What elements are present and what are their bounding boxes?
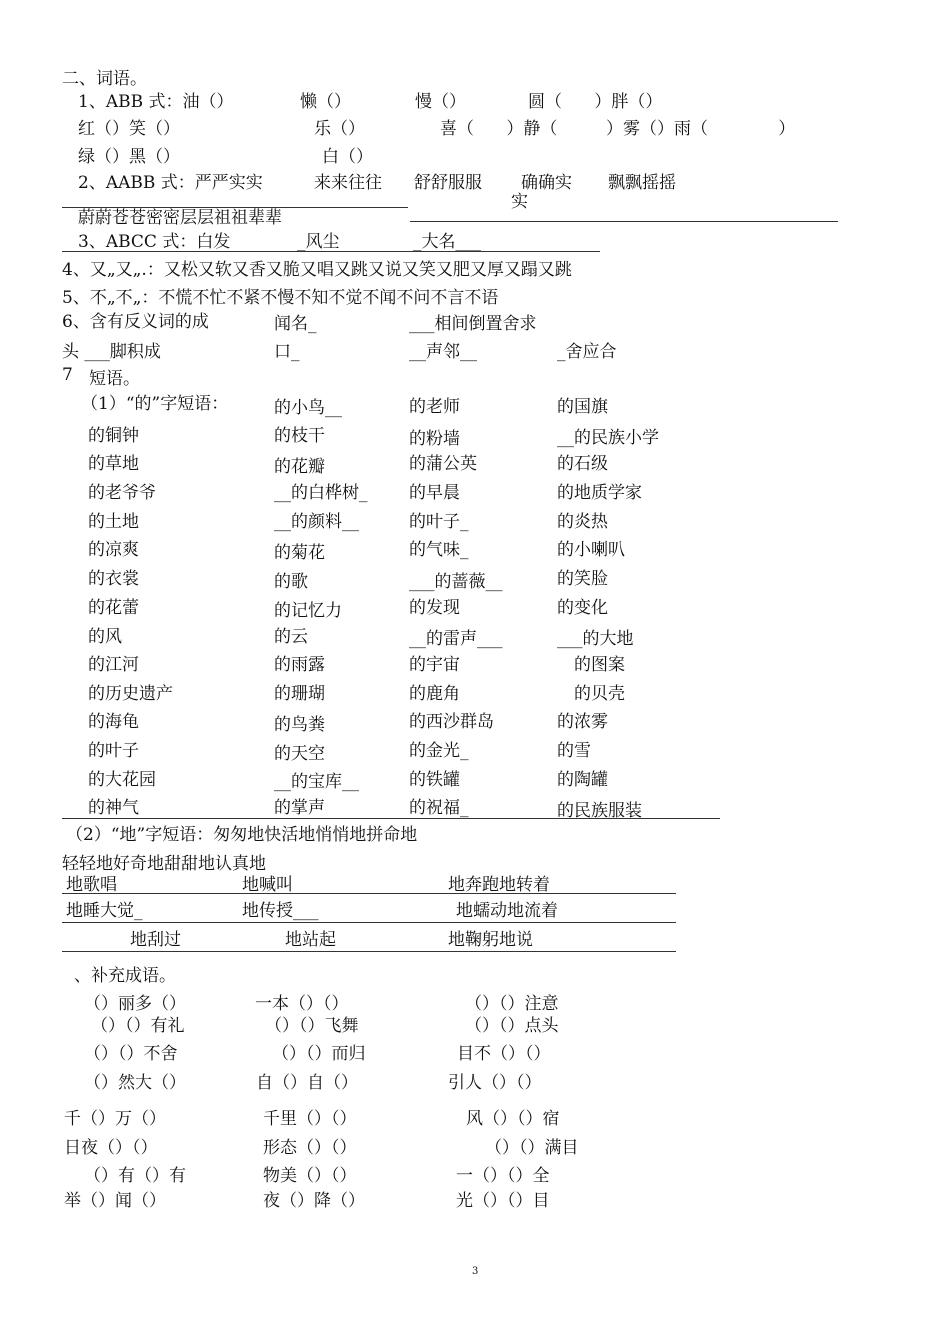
text-line: 的铜钟 xyxy=(88,426,139,446)
text-line: 7 xyxy=(62,365,73,385)
text-line: 的铁罐 xyxy=(409,770,460,790)
text-line: _风尘 xyxy=(297,232,340,252)
text-line: 二、词语。 xyxy=(62,69,147,89)
text-line: 头 ___脚积成 xyxy=(62,342,161,362)
text-line: 5、不„不„：不慌不忙不紧不慢不知不觉不闻不问不言不语 xyxy=(62,288,499,308)
text-line: 的历史遗产 xyxy=(88,684,173,704)
text-line: （）（）注意 xyxy=(465,994,559,1014)
text-line: 的老爷爷 xyxy=(88,483,156,503)
text-line: 的浓雾 xyxy=(557,712,608,732)
text-line: 的金光_ xyxy=(409,741,469,761)
text-line: 的天空 xyxy=(274,744,325,764)
text-line: （）（）有礼 xyxy=(91,1016,185,1036)
text-line: 的枝干 xyxy=(274,426,325,446)
text-line: （1）“的”字短语： xyxy=(81,394,229,414)
text-line: （）（）飞舞 xyxy=(265,1016,359,1036)
text-line: __的颜料__ xyxy=(274,512,359,532)
text-line: 一（）（）全 xyxy=(456,1166,550,1186)
text-line: 的雨露 xyxy=(274,655,325,675)
text-line: 的地质学家 xyxy=(557,483,642,503)
text-line: 的西沙群岛 xyxy=(409,712,494,732)
text-line: 千里（）（） xyxy=(263,1109,357,1129)
text-line: 6、含有反义词的成 xyxy=(62,312,209,332)
text-line: 短语。 xyxy=(89,369,140,389)
text-line: 风（）（）宿 xyxy=(466,1109,560,1129)
text-line: 白（） xyxy=(322,147,373,167)
text-line: 的宇宙 xyxy=(409,655,460,675)
text-line: 的海龟 xyxy=(88,712,139,732)
text-line: 实 xyxy=(511,192,528,212)
text-line: 的粉墙 xyxy=(409,429,460,449)
text-line: 的祝福_ xyxy=(409,798,469,818)
text-line: 2、AABB 式：严严实实 xyxy=(78,173,263,193)
text-line: （）丽多（） xyxy=(84,994,186,1014)
text-line: 的小鸟__ xyxy=(274,398,342,418)
page-number: 3 xyxy=(472,1266,479,1277)
text-line: 地刮过 xyxy=(130,930,181,950)
text-line: 红（）笑（） xyxy=(78,119,180,139)
text-line: （）（）而归 xyxy=(272,1044,366,1064)
text-line: 的民族服装 xyxy=(557,801,642,821)
text-line: 的记忆力 xyxy=(274,601,342,621)
text-line: 的风 xyxy=(88,627,122,647)
text-line: 的草地 xyxy=(88,454,139,474)
text-line: 引人（）（） xyxy=(448,1073,542,1093)
text-line: 的鸟粪 xyxy=(274,715,325,735)
text-line: 1、ABB 式：油（） xyxy=(78,92,234,112)
underline-rule xyxy=(62,951,676,952)
text-line: 、补充成语。 xyxy=(74,966,176,986)
text-line: 舒舒服服 xyxy=(414,173,482,193)
text-line: 地奔跑地转着 xyxy=(448,875,550,895)
text-line: 的凉爽 xyxy=(88,540,139,560)
text-line: 的石级 xyxy=(557,454,608,474)
text-line: 的气味_ xyxy=(409,540,469,560)
text-line: 的发现 xyxy=(409,598,460,618)
text-line: 的花瓣 xyxy=(274,457,325,477)
text-line: 的叶子 xyxy=(88,741,139,761)
text-line: 的变化 xyxy=(557,598,608,618)
text-line: 的小喇叭 xyxy=(557,540,625,560)
text-line: 的神气 xyxy=(88,798,139,818)
text-line: 地蠕动地流着 xyxy=(456,901,558,921)
text-line: 的菊花 xyxy=(274,543,325,563)
text-line: 的图案 xyxy=(574,655,625,675)
text-line: 的蒲公英 xyxy=(409,454,477,474)
text-line: 的早晨 xyxy=(409,483,460,503)
underline-rule xyxy=(62,922,676,923)
text-line: 的掌声 xyxy=(274,798,325,818)
text-line: 的鹿角 xyxy=(409,684,460,704)
text-line: 的笑脸 xyxy=(557,569,608,589)
underline-rule xyxy=(62,818,720,819)
text-line: 乐（） xyxy=(314,119,365,139)
text-line: 懒（） xyxy=(300,92,351,112)
text-line: __声邻__ xyxy=(409,342,477,362)
text-line: 物美（）（） xyxy=(263,1166,357,1186)
underline-rule xyxy=(62,207,408,208)
text-line: 的珊瑚 xyxy=(274,684,325,704)
text-line: 来来往往 xyxy=(314,173,382,193)
text-line: 绿（）黑（） xyxy=(78,147,180,167)
text-line: 的江河 xyxy=(88,655,139,675)
text-line: 轻轻地好奇地甜甜地认真地 xyxy=(62,854,266,874)
text-line: 4、又„又„.：又松又软又香又脆又唱又跳又说又笑又肥又厚又蹋又跳 xyxy=(62,260,572,280)
text-line: 喜（ ）静（ ）雾（）雨（ ） xyxy=(440,119,796,139)
text-line: 千（）万（） xyxy=(64,1109,166,1129)
text-line: 的衣裳 xyxy=(88,569,139,589)
text-line: 地鞠躬地说 xyxy=(448,930,533,950)
text-line: 的炎热 xyxy=(557,512,608,532)
text-line: 圆（ ）胖（） xyxy=(528,92,663,112)
text-line: 自（）自（） xyxy=(256,1073,358,1093)
text-line: 举（）闻（） xyxy=(64,1191,166,1211)
text-line: 飘飘摇摇 xyxy=(608,173,676,193)
text-line: __的宝库__ xyxy=(274,772,359,792)
text-line: ___的蔷薇__ xyxy=(409,572,503,592)
text-line: （）有（）有 xyxy=(84,1166,186,1186)
text-line: __的白桦树_ xyxy=(274,483,368,503)
text-line: 日夜（）（） xyxy=(64,1138,158,1158)
text-line: 地站起 xyxy=(285,930,336,950)
text-line: （2）“地”字短语：匆匆地快活地悄悄地拼命地 xyxy=(66,825,418,845)
text-line: （）（）点头 xyxy=(465,1016,559,1036)
text-line: 口_ xyxy=(274,342,300,362)
text-line: （）（）不舍 xyxy=(84,1044,178,1064)
underline-rule xyxy=(410,221,838,222)
text-line: 目不（）（） xyxy=(457,1044,551,1064)
text-line: _舍应合 xyxy=(557,342,617,362)
text-line: _大名___ xyxy=(413,232,481,252)
text-line: 的陶罐 xyxy=(557,770,608,790)
text-line: 地歌唱 xyxy=(66,875,117,895)
text-line: ___相间倒置舍求 xyxy=(409,314,537,334)
text-line: 的土地 xyxy=(88,512,139,532)
text-line: 的歌 xyxy=(274,572,308,592)
text-line: 光（）（）目 xyxy=(456,1191,550,1211)
text-line: 地喊叫 xyxy=(242,875,293,895)
text-line: __的民族小学 xyxy=(557,428,659,448)
text-line: 闻名_ xyxy=(274,314,317,334)
text-line: 的花蕾 xyxy=(88,598,139,618)
text-line: 确确实 xyxy=(521,173,572,193)
text-line: 3、ABCC 式：白发 xyxy=(78,232,231,252)
text-line: 蔚蔚苍苍密密层层祖祖辈辈 xyxy=(78,208,282,228)
text-line: （）（）满目 xyxy=(485,1138,579,1158)
text-line: 形态（）（） xyxy=(263,1138,357,1158)
text-line: 地传授___ xyxy=(242,901,319,921)
text-line: 一本（）（） xyxy=(255,994,349,1014)
text-line: ___的大地 xyxy=(557,629,634,649)
underline-rule xyxy=(62,251,600,252)
text-line: 的云 xyxy=(274,627,308,647)
underline-rule xyxy=(62,893,676,894)
text-line: 的叶子_ xyxy=(409,512,469,532)
text-line: __的雷声___ xyxy=(409,629,503,649)
text-line: 的国旗 xyxy=(557,397,608,417)
text-line: 夜（）降（） xyxy=(263,1191,365,1211)
text-line: 的老师 xyxy=(409,397,460,417)
text-line: 的大花园 xyxy=(88,770,156,790)
text-line: （）然大（） xyxy=(84,1073,186,1093)
text-line: 的雪 xyxy=(557,741,591,761)
text-line: 地睡大觉_ xyxy=(66,901,143,921)
text-line: 的贝壳 xyxy=(574,684,625,704)
text-line: 慢（） xyxy=(415,92,466,112)
